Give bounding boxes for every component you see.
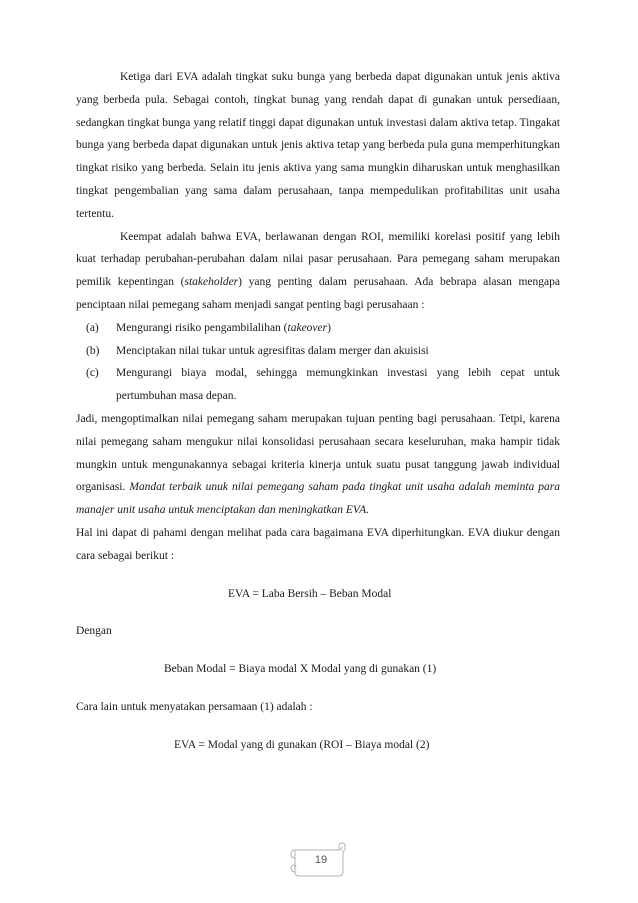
list-text-a: Mengurangi risiko pengambilalihan ( — [116, 321, 288, 334]
list-text — [116, 317, 560, 340]
paragraph-jadi-text: Jadi, mengoptimalkan nilai pemegang saham merupakan tujuan penting bagi perusahaan. Tetpi, karena nilai pemegang saham mengukur nilai konsolidasi perusahaan secara keseluruhan, maka hampir tidak mungkin untuk mengunakannya sebagai kriteria kinerja untuk suatu pusat tanggung jawab individual organisasi. — [76, 412, 560, 494]
paragraph-keempat — [76, 226, 560, 317]
label-dengan: Dengan — [76, 625, 112, 638]
paragraph-keempat-text-b: ) yang penting dalam perusahaan. Ada bebrapa alasan mengapa penciptaan nilai pemegang saham menjadi sangat penting bagi perusahaan : — [76, 276, 560, 311]
equation-beban-modal: Beban Modal = Biaya modal X Modal yang di gunakan (1) — [164, 663, 437, 676]
list-text-b: ) — [327, 321, 331, 334]
list-item — [86, 362, 560, 408]
list-text-a: Mengurangi biaya modal, sehingga memungkinkan investasi yang lebih cepat untuk pertumbuhan masa depan. — [116, 367, 560, 403]
paragraph-jadi — [76, 408, 560, 522]
list-marker: (b) — [86, 344, 100, 357]
paragraph-hal-ini: Hal ini dapat di pahami dengan melihat pada cara bagaimana EVA diperhitungkan. EVA diukur dengan cara sebagai berikut : — [76, 526, 560, 562]
equation-eva: EVA = Laba Bersih – Beban Modal — [228, 587, 392, 600]
list-text — [116, 340, 560, 363]
list-text-a: Menciptakan nilai tukar untuk agresifitas dalam merger dan akuisisi — [116, 344, 429, 357]
label-cara-lain: Cara lain untuk menyatakan persamaan (1) adalah : — [76, 700, 313, 713]
paragraph-jadi-italic: Mandat terbaik unuk nilai pemegang saham pada tingkat unit usaha adalah meminta para manajer unit usaha untuk menciptakan dan meningkatkan EVA. — [76, 481, 561, 517]
list-item — [86, 317, 560, 340]
reasons-list — [76, 317, 560, 408]
list-marker: (c) — [86, 367, 99, 380]
equation-eva-roi: EVA = Modal yang di gunakan (ROI – Biaya modal (2) — [174, 738, 430, 751]
page-footer — [287, 841, 351, 879]
paragraph-keempat-text-a: Keempat adalah bahwa EVA, berlawanan dengan ROI, memiliki korelasi positif yang lebih kuat terhadap perubahan-perubahan dalam nilai pasar perusahaan. Para pemegang saham merupakan pemilik kepentingan ( — [76, 230, 560, 289]
page-number: 19 — [314, 854, 328, 866]
list-marker: (a) — [86, 321, 99, 334]
paragraph-ketiga: Ketiga dari EVA adalah tingkat suku bunga yang berbeda dapat digunakan untuk jenis aktiva yang berbeda pula. Sebagai contoh, tingkat bunag yang rendah dapat di gunakan untuk persediaan, sedangkan tingkat bunga yang relatif tinggi dapat digunakan untuk investasi dalam aktiva tetap. Tingakat bunga yang berbeda dapat digunakan untuk jenis aktiva tetap yang berbeda pula guna memperhitungkan tingkat risiko yang berbeda. Selain itu jenis aktiva yang sama mungkin diharuskan untuk menghasilkan tingkat pengembalian yang sama dalam perusahaan, tanpa mempedulikan profitabilitas unit usaha tertentu. — [76, 71, 560, 220]
document-page — [76, 66, 560, 757]
list-text-italic: takeover — [287, 321, 328, 334]
list-text — [116, 362, 560, 408]
list-item — [86, 340, 560, 363]
paragraph-keempat-italic: stakeholder — [184, 276, 239, 289]
